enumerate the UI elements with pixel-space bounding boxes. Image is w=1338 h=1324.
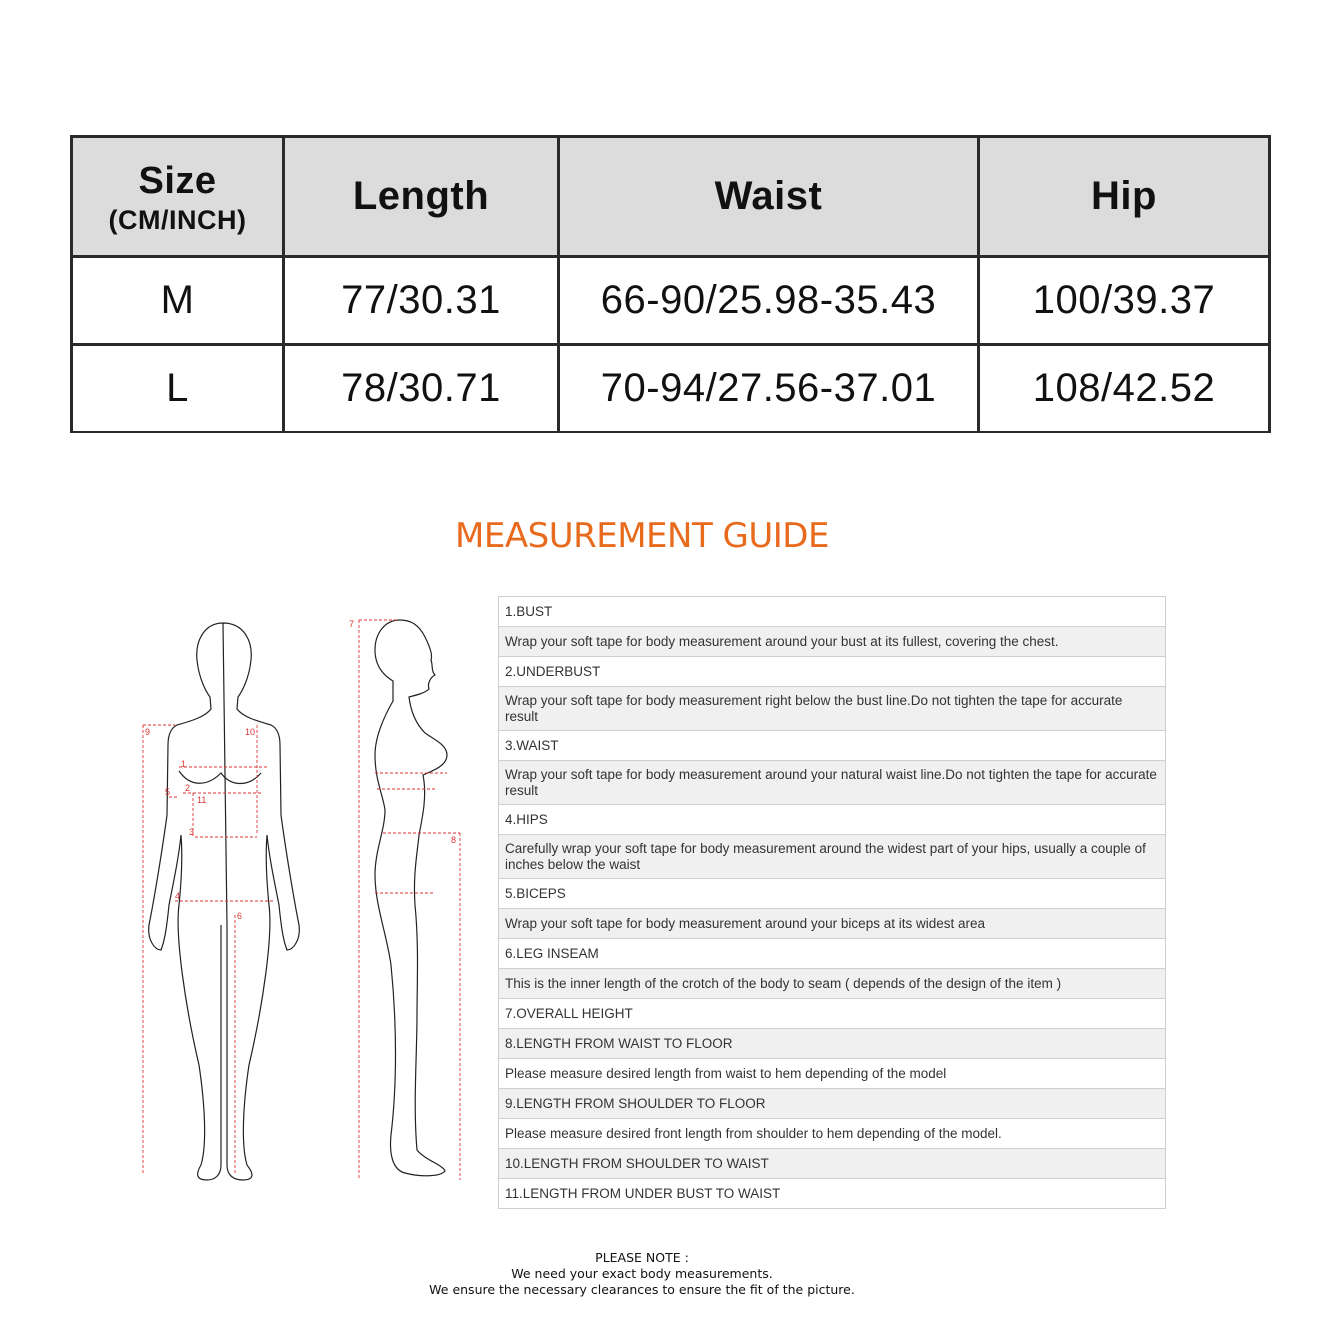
measurement-guide-table (498, 596, 1166, 1209)
guide-item-title (499, 879, 1166, 909)
hips-title: 4.HIPS (499, 805, 1166, 835)
underbust-to-waist-title: 11.LENGTH FROM UNDER BUST TO WAIST (499, 1179, 1166, 1209)
length-header: Length (284, 137, 559, 257)
length-cell: 78/30.71 (284, 345, 559, 433)
note-line-1: We need your exact body measurements. (511, 1266, 773, 1281)
waist-desc: Wrap your soft tape for body measurement around your natural waist line.Do not tighten the tape for accurate result (499, 761, 1166, 805)
guide-item-title (499, 657, 1166, 687)
size-unit-label: (CM/INCH) (108, 205, 247, 236)
guide-item-title (499, 1089, 1166, 1119)
bust-desc: Wrap your soft tape for body measurement around your bust at its fullest, covering the chest. (499, 627, 1166, 657)
guide-item-title (499, 999, 1166, 1029)
marker-8: 8 (451, 835, 457, 845)
guide-item-desc (499, 835, 1166, 879)
hip-cell: 108/42.52 (979, 345, 1270, 433)
bust-title: 1.BUST (499, 597, 1166, 627)
leg-inseam-title: 6.LEG INSEAM (499, 939, 1166, 969)
marker-1: 1 (181, 759, 187, 769)
length-cell: 77/30.31 (284, 257, 559, 345)
body-measurement-figures (135, 605, 475, 1190)
guide-item-title (499, 597, 1166, 627)
hip-header: Hip (979, 137, 1270, 257)
measurement-guide-title: MEASUREMENT GUIDE (455, 516, 829, 556)
side-measure-lines (359, 620, 460, 1180)
guide-item-desc (499, 909, 1166, 939)
marker-6: 6 (237, 911, 243, 921)
biceps-title: 5.BICEPS (499, 879, 1166, 909)
marker-5: 5 (165, 787, 171, 797)
size-cell: L (72, 345, 284, 433)
guide-item-title (499, 1029, 1166, 1059)
size-row-m (72, 257, 1270, 345)
guide-item-desc (499, 1119, 1166, 1149)
guide-item-desc (499, 969, 1166, 999)
note-line-2: We ensure the necessary clearances to ensure the fit of the picture. (429, 1282, 855, 1297)
size-chart-header-row (72, 137, 1270, 257)
guide-item-desc (499, 761, 1166, 805)
size-header-label: Size (138, 160, 217, 203)
side-body-figure (375, 620, 447, 1176)
front-measure-lines (143, 725, 275, 1175)
front-figure-markers (145, 727, 255, 921)
guide-item-desc (499, 627, 1166, 657)
shoulder-to-floor-desc: Please measure desired front length from shoulder to hem depending of the model. (499, 1119, 1166, 1149)
marker-2: 2 (185, 783, 191, 793)
biceps-desc: Wrap your soft tape for body measurement around your biceps at its widest area (499, 909, 1166, 939)
side-figure-markers (349, 619, 456, 845)
underbust-desc: Wrap your soft tape for body measurement right below the bust line.Do not tighten the tape for accurate result (499, 687, 1166, 731)
guide-item-title (499, 1179, 1166, 1209)
waist-cell: 66-90/25.98-35.43 (559, 257, 979, 345)
underbust-title: 2.UNDERBUST (499, 657, 1166, 687)
shoulder-to-waist-title: 10.LENGTH FROM SHOULDER TO WAIST (499, 1149, 1166, 1179)
guide-item-title (499, 805, 1166, 835)
marker-9: 9 (145, 727, 151, 737)
leg-inseam-desc: This is the inner length of the crotch of the body to seam ( depends of the design of the item ) (499, 969, 1166, 999)
hip-cell: 100/39.37 (979, 257, 1270, 345)
waist-to-floor-desc: Please measure desired length from waist to hem depending of the model (499, 1059, 1166, 1089)
marker-3: 3 (189, 827, 195, 837)
note-heading: PLEASE NOTE : (595, 1250, 689, 1265)
guide-item-title (499, 1149, 1166, 1179)
marker-4: 4 (175, 891, 181, 901)
please-note (0, 1250, 1284, 1298)
shoulder-to-floor-title: 9.LENGTH FROM SHOULDER TO FLOOR (499, 1089, 1166, 1119)
guide-item-title (499, 731, 1166, 761)
size-header (72, 137, 284, 257)
size-chart-table (70, 135, 1271, 433)
marker-11: 11 (197, 795, 207, 805)
size-cell: M (72, 257, 284, 345)
waist-to-floor-title: 8.LENGTH FROM WAIST TO FLOOR (499, 1029, 1166, 1059)
waist-cell: 70-94/27.56-37.01 (559, 345, 979, 433)
guide-item-desc (499, 687, 1166, 731)
guide-item-title (499, 939, 1166, 969)
front-body-figure (149, 623, 300, 1180)
marker-7: 7 (349, 619, 355, 629)
waist-title: 3.WAIST (499, 731, 1166, 761)
overall-height-title: 7.OVERALL HEIGHT (499, 999, 1166, 1029)
hips-desc: Carefully wrap your soft tape for body measurement around the widest part of your hips, usually a couple of inches below the waist (499, 835, 1166, 879)
waist-header: Waist (559, 137, 979, 257)
guide-item-desc (499, 1059, 1166, 1089)
size-row-l (72, 345, 1270, 433)
marker-10: 10 (245, 727, 256, 737)
